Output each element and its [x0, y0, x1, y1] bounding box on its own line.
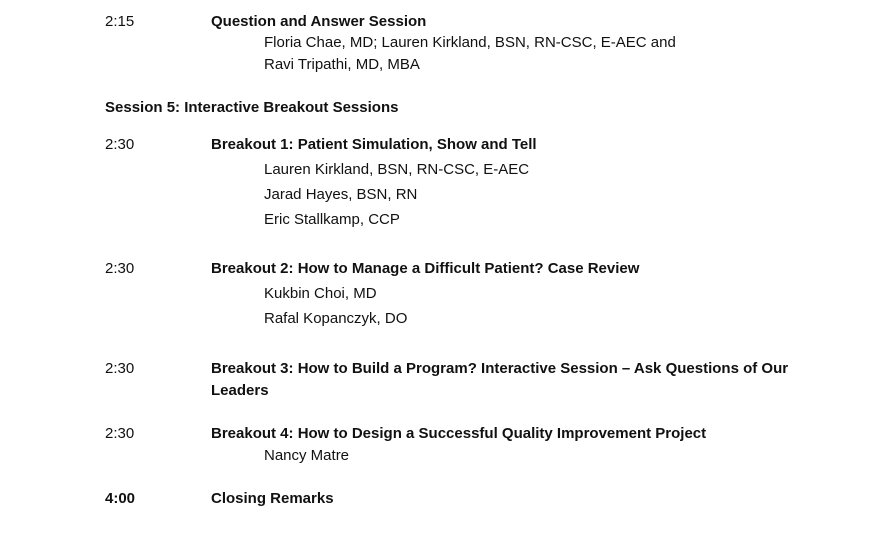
- breakout-1-title: Breakout 1: Patient Simulation, Show and Tell: [211, 136, 537, 153]
- breakout-2-time: 2:30: [105, 260, 135, 277]
- breakout-3-title: Breakout 3: How to Build a Program? Interactive Session – Ask Questions of Our Leaders: [211, 360, 789, 399]
- breakout-4-speaker: Nancy Matre: [264, 447, 350, 464]
- session-5-heading: Session 5: Interactive Breakout Sessions: [105, 99, 399, 116]
- breakout-2-title: Breakout 2: How to Manage a Difficult Patient? Case Review: [211, 260, 640, 277]
- breakout-1-speaker: Lauren Kirkland, BSN, RN-CSC, E-AEC: [264, 161, 530, 178]
- breakout-1-speaker: Eric Stallkamp, CCP: [264, 211, 400, 228]
- breakout-4-time: 2:30: [105, 425, 135, 442]
- breakout-4-title: Breakout 4: How to Design a Successful Quality Improvement Project: [211, 425, 707, 442]
- breakout-1-time: 2:30: [105, 136, 135, 153]
- breakout-2-speaker: Rafal Kopanczyk, DO: [264, 310, 408, 327]
- closing-time: 4:00: [105, 490, 136, 507]
- breakout-2-speaker: Kukbin Choi, MD: [264, 285, 377, 302]
- breakout-1-speaker: Jarad Hayes, BSN, RN: [264, 186, 418, 203]
- closing-title: Closing Remarks: [211, 490, 334, 507]
- breakout-3-time: 2:30: [105, 360, 135, 377]
- qa-speakers-line-1: Floria Chae, MD; Lauren Kirkland, BSN, RN-CSC, E-AEC and: [264, 34, 676, 51]
- qa-time: 2:15: [105, 13, 135, 30]
- qa-title: Question and Answer Session: [211, 13, 427, 30]
- qa-speakers-line-2: Ravi Tripathi, MD, MBA: [264, 56, 420, 73]
